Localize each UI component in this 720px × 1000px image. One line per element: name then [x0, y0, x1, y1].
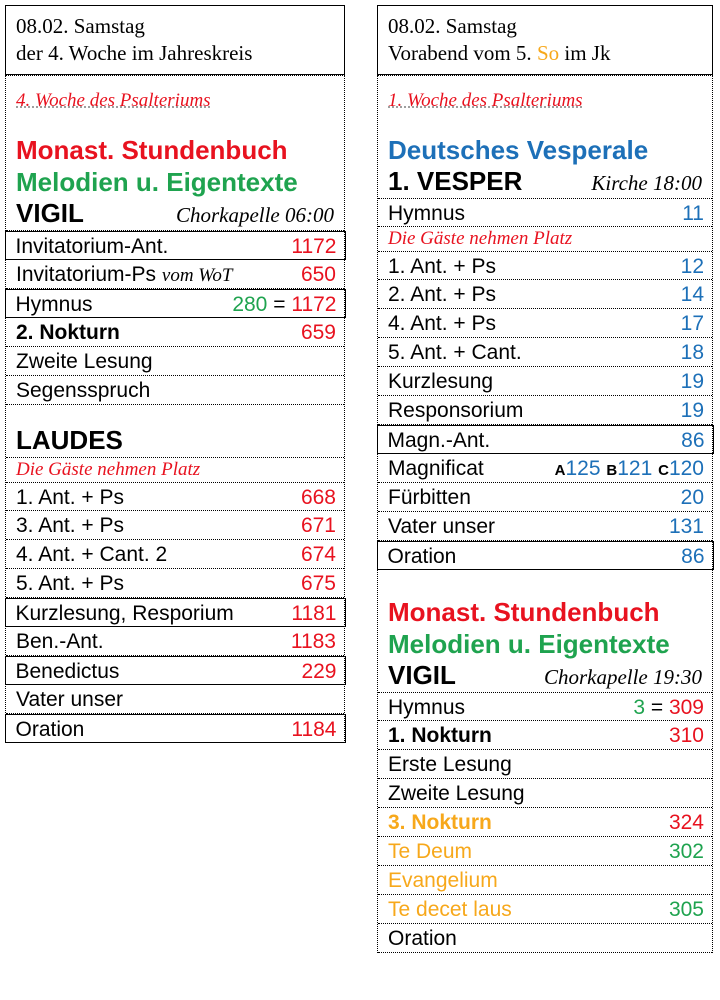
right-vesper-row: [378, 280, 712, 309]
row-label: 5. Ant. + Cant.: [388, 341, 522, 364]
right-vesper-row: [378, 512, 712, 541]
right-vesper-title: 1. VESPER: [388, 166, 523, 196]
row-page-alt: 280: [232, 293, 268, 316]
right-vigil-row: [378, 924, 712, 953]
right-vesper-row: [377, 425, 714, 454]
right-vesper-row: [377, 541, 714, 570]
row-page-group: [633, 693, 704, 722]
row-label: Benedictus: [15, 660, 120, 683]
row-label: Ben.-Ant.: [16, 630, 104, 653]
row-equals: =: [650, 696, 664, 719]
row-page: 11: [682, 202, 704, 225]
left-vigil-row: [6, 347, 344, 376]
left-vigil-row: [5, 231, 346, 260]
row-page: 19: [680, 370, 704, 393]
right-content: [377, 75, 713, 953]
row-label: 2. Ant. + Ps: [388, 283, 496, 306]
row-page: 20: [680, 486, 704, 509]
left-laudes-title: LAUDES: [16, 425, 123, 455]
row-label: 3. Nokturn: [388, 811, 492, 834]
row-page: 1184: [291, 718, 337, 741]
row-label: Kurzlesung: [388, 370, 494, 393]
row-page: 229: [301, 660, 337, 683]
row-page-alt: 3: [633, 696, 645, 719]
right-vesper-row: [378, 396, 712, 425]
row-label: Hymnus: [15, 293, 93, 316]
left-vigil-location: Chorkapelle 06:00: [175, 203, 334, 227]
left-laudes-row: [6, 540, 344, 569]
row-page: 675: [300, 572, 336, 595]
left-laudes-row: [6, 482, 344, 511]
right-vesper-note: Die Gäste nehmen Platz: [388, 228, 573, 249]
left-vigil-row: [6, 318, 344, 347]
left-laudes-row: [6, 511, 344, 540]
row-label: Magn.-Ant.: [387, 429, 491, 452]
variant-b-page: 121: [617, 457, 653, 480]
row-label: Evangelium: [388, 869, 498, 892]
row-label: 1. Ant. + Ps: [16, 486, 124, 509]
left-content: [5, 75, 345, 743]
row-label: Oration: [15, 718, 85, 741]
row-label-text: Invitatorium-Ps: [16, 263, 157, 286]
left-laudes-row: [5, 714, 346, 743]
right-book-stundenbuch: Monast. Stundenbuch: [388, 597, 660, 627]
row-page: 309: [668, 696, 704, 719]
right-vesper-row: [378, 309, 712, 338]
left-vigil-row: [6, 376, 344, 405]
row-page: 674: [300, 543, 336, 566]
left-vigil-row: [5, 289, 346, 318]
right-vigil-row: [378, 750, 712, 779]
left-column: [5, 5, 345, 743]
right-vigil-row: [378, 779, 712, 808]
right-vigil-location: Chorkapelle 19:30: [543, 665, 702, 689]
left-laudes-heading: [6, 425, 344, 457]
magnificat-variants: [555, 454, 704, 485]
left-book-stundenbuch: Monast. Stundenbuch: [16, 135, 288, 165]
row-page: 302: [668, 840, 704, 863]
row-label: Kurzlesung, Resporium: [15, 602, 234, 625]
row-label: Segensspruch: [16, 379, 151, 402]
right-book-vesperale: Deutsches Vesperale: [388, 135, 649, 165]
right-vesper-heading: [378, 166, 712, 198]
right-vigil-heading: [378, 660, 712, 692]
row-page: 659: [300, 321, 336, 344]
right-vesper-location: Kirche 18:00: [591, 171, 702, 195]
row-page-group: [232, 290, 336, 319]
right-eve-text: Vorabend vom 5.: [388, 41, 532, 65]
row-label: Fürbitten: [388, 486, 471, 509]
right-eve-sunday: So: [536, 41, 560, 65]
left-laudes-row: [5, 656, 346, 685]
row-equals: =: [273, 293, 286, 316]
right-vesper-row: [378, 198, 712, 227]
row-page: 310: [668, 724, 704, 747]
right-vesper-row: [378, 483, 712, 512]
row-label: Magnificat: [388, 457, 484, 480]
row-label: Hymnus: [388, 696, 466, 719]
right-vesper-row: [378, 251, 712, 280]
right-vigil-row: [378, 721, 712, 750]
row-label: Oration: [387, 545, 457, 568]
row-page: 668: [300, 486, 336, 509]
variant-c-page: 120: [668, 457, 704, 480]
left-vigil-title: VIGIL: [16, 198, 84, 228]
row-label-extra: vom WoT: [161, 265, 233, 286]
left-laudes-note: Die Gäste nehmen Platz: [6, 457, 344, 482]
variant-c-letter: C: [658, 462, 669, 479]
row-label: [16, 260, 232, 290]
left-laudes-row: [5, 598, 346, 627]
row-label: 1. Nokturn: [388, 724, 492, 747]
left-psalter-week: 4. Woche des Psalteriums: [16, 90, 211, 111]
right-vigil-row: [378, 866, 712, 895]
right-eve-suffix: im Jk: [564, 41, 611, 65]
row-page: 324: [668, 811, 704, 834]
row-label: Vater unser: [388, 515, 495, 538]
row-page: 305: [668, 898, 704, 921]
right-vigil-title: VIGIL: [388, 660, 456, 690]
row-label: Te Deum: [388, 840, 473, 863]
row-page: 12: [680, 255, 704, 278]
row-page: 1183: [290, 630, 336, 653]
row-page: 17: [680, 312, 704, 335]
row-page: 650: [300, 263, 336, 286]
right-magnificat-row: [378, 454, 712, 483]
row-page: 131: [668, 515, 704, 538]
right-date: 08.02. Samstag: [388, 14, 517, 38]
left-date: 08.02. Samstag: [16, 14, 145, 38]
row-label: Responsorium: [388, 399, 524, 422]
row-label: Erste Lesung: [388, 753, 512, 776]
variant-a-page: 125: [565, 457, 601, 480]
right-column: [377, 5, 713, 953]
left-vigil-row: [6, 260, 344, 289]
row-label: Zweite Lesung: [388, 782, 525, 805]
row-label: Vater unser: [16, 688, 123, 711]
row-label: 4. Ant. + Ps: [388, 312, 496, 335]
right-vigil-row: [378, 895, 712, 924]
right-eve: [388, 40, 702, 67]
variant-b-letter: B: [606, 462, 618, 479]
left-vigil-heading: [6, 198, 344, 230]
row-page: 19: [680, 399, 704, 422]
right-book-melodien: Melodien u. Eigentexte: [388, 629, 670, 659]
variant-a-letter: A: [554, 462, 566, 479]
right-vigil-row: [378, 692, 712, 721]
left-book-melodien: Melodien u. Eigentexte: [16, 167, 298, 197]
row-label: 2. Nokturn: [16, 321, 120, 344]
row-label: Invitatorium-Ant.: [15, 235, 169, 258]
row-label: Hymnus: [388, 202, 466, 225]
left-laudes-row: [6, 685, 344, 714]
row-page: 1172: [291, 293, 337, 316]
row-page: 18: [680, 341, 704, 364]
right-header: [377, 5, 713, 75]
row-page: 1181: [291, 602, 337, 625]
row-label: 1. Ant. + Ps: [388, 255, 496, 278]
right-vigil-row: [378, 808, 712, 837]
row-label: Oration: [388, 927, 457, 950]
left-header: [5, 5, 345, 75]
row-page: 671: [300, 514, 336, 537]
left-laudes-row: [6, 569, 344, 598]
right-vesper-row: [378, 338, 712, 367]
row-page: 86: [681, 429, 705, 452]
row-label: Te decet laus: [388, 898, 512, 921]
left-laudes-row: [6, 627, 344, 656]
right-psalter-week: 1. Woche des Psalteriums: [388, 90, 583, 111]
left-week: der 4. Woche im Jahreskreis: [16, 41, 253, 65]
right-vesper-row: [378, 367, 712, 396]
row-label: 3. Ant. + Ps: [16, 514, 124, 537]
row-label: 4. Ant. + Cant. 2: [16, 543, 168, 566]
row-label: Zweite Lesung: [16, 350, 153, 373]
row-page: 86: [681, 545, 705, 568]
row-page: 14: [680, 283, 704, 306]
row-label: 5. Ant. + Ps: [16, 572, 124, 595]
row-page: 1172: [291, 235, 337, 258]
right-vigil-row: [378, 837, 712, 866]
